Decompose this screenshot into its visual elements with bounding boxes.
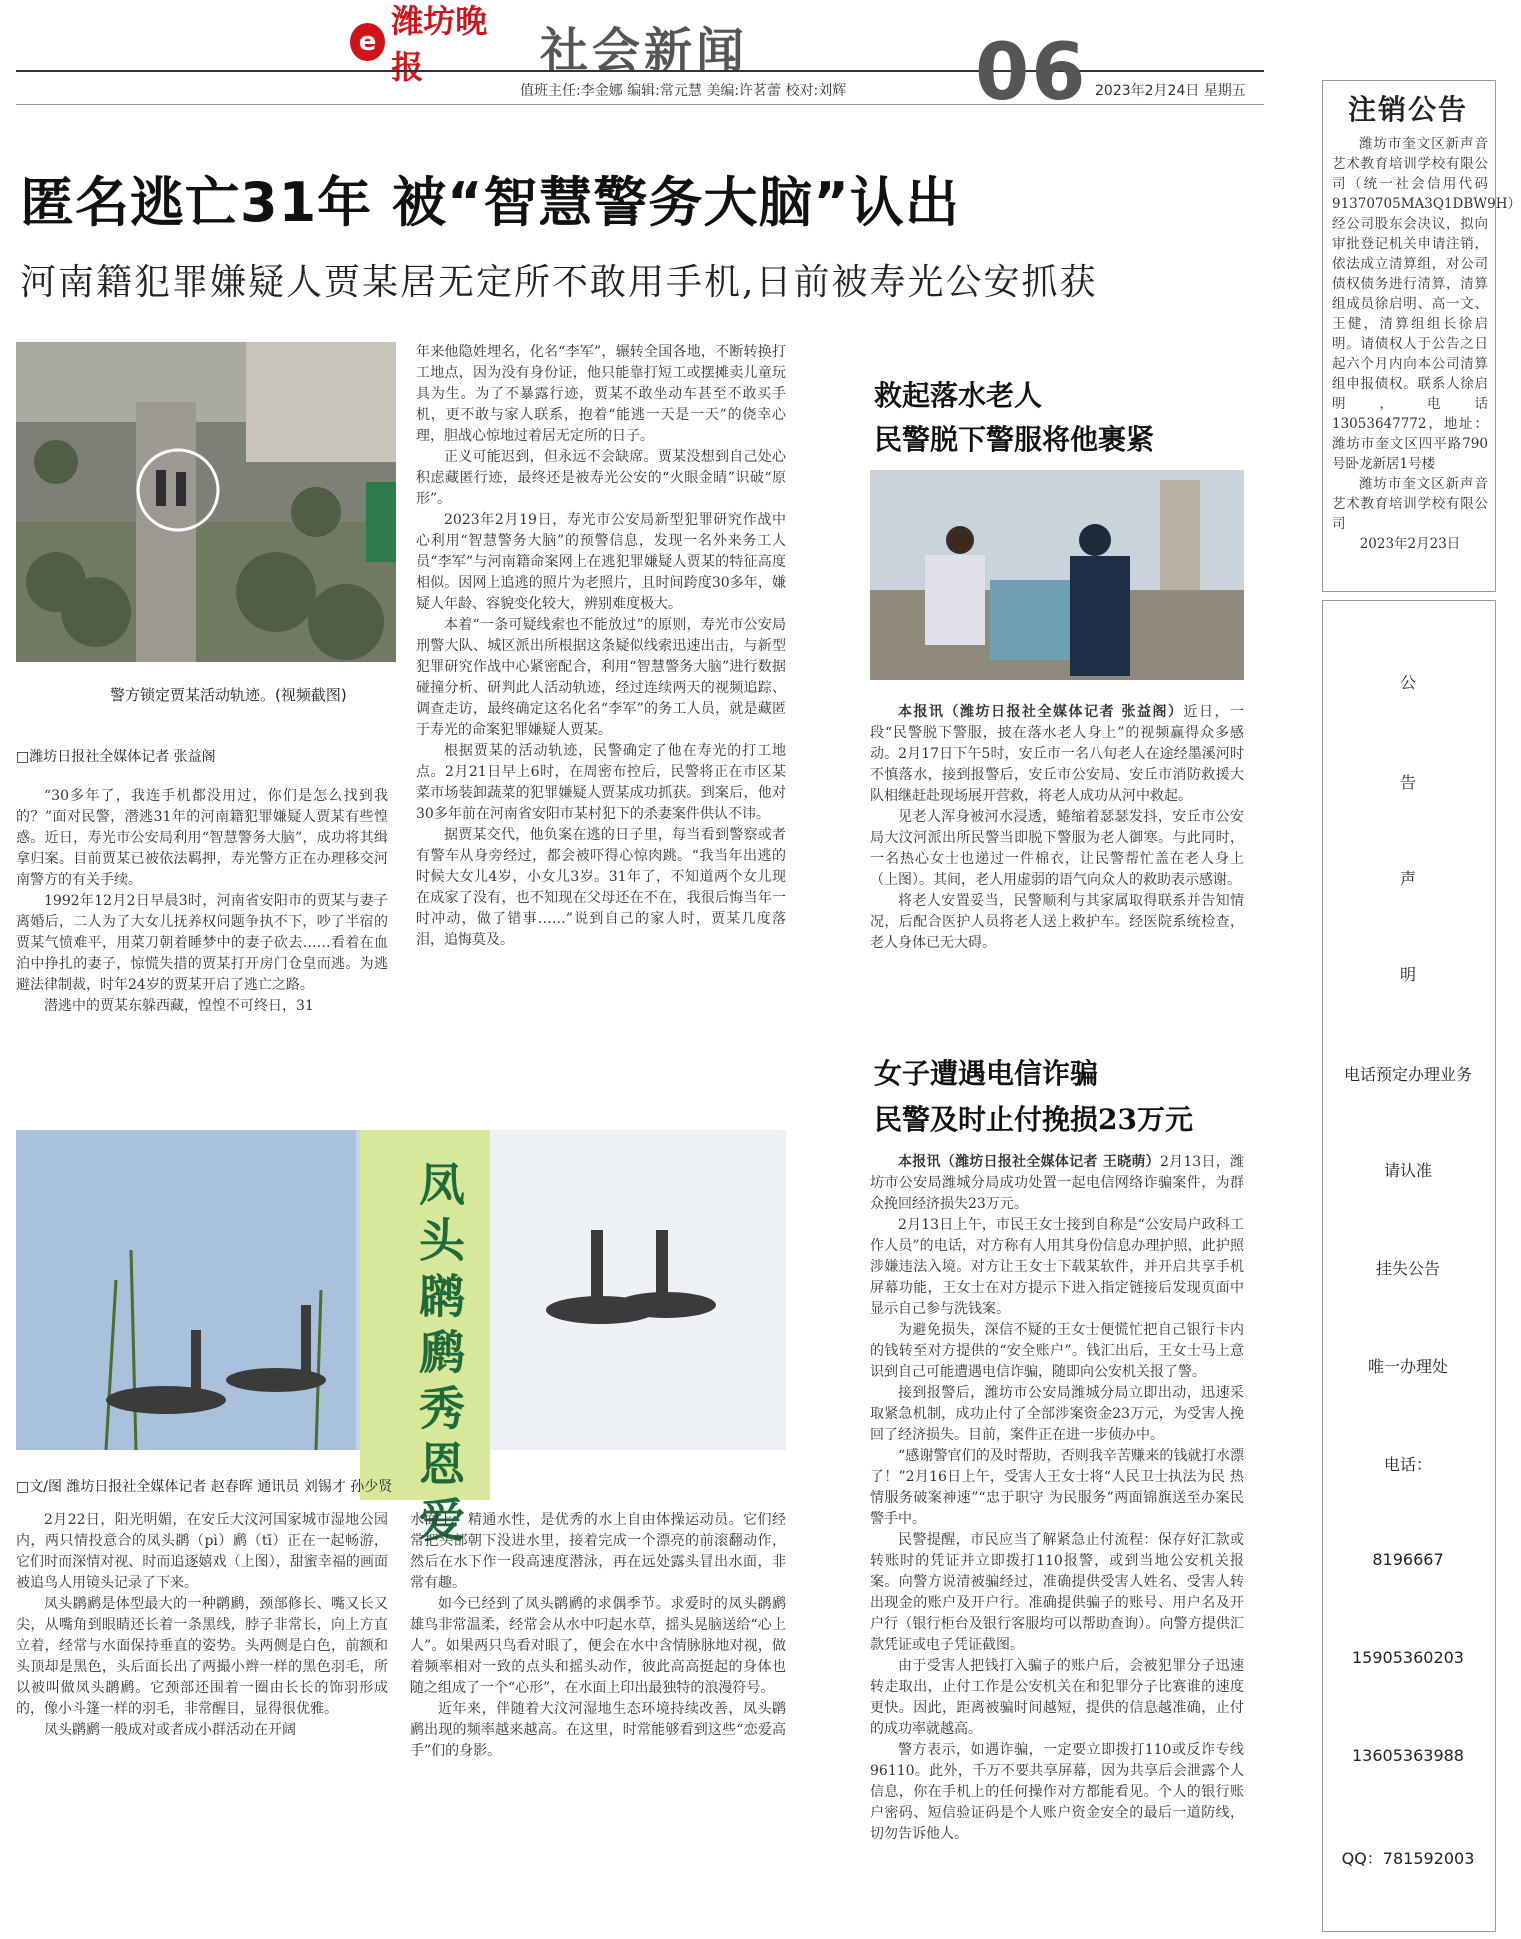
notice-date: 2023年2月23日 [1359,536,1461,552]
rescue-byline: 本报讯（潍坊日报社全媒体记者 张益阁） [898,704,1184,720]
rescue-article [870,702,1244,954]
paragraph: 近日，一段“民警脱下警服，披在落水老人身上”的视频赢得众多感动。2月17日下午5时，安丘市一名八旬老人在途经墨溪河时不慎落水，接到报警后，安丘市公安局、安丘市消防救援大队相继赶赴现场展开营救，将老人成功从河中救起。 [870,704,1245,804]
paragraph: 2023年2月19日，寿光市公安局新型犯罪研究作战中心利用“智慧警务大脑”的预警信息，发现一名外来务工人员“李军”与河南籍命案网上在逃犯罪嫌疑人贾某的特征高度相似。因网上追逃的照片为老照片，且时间跨度30多年，嫌疑人年龄、容貌变化较大，辨别难度极大。 [416,512,786,612]
section-title: 社会新闻 [540,23,749,79]
logo-mark-icon: e [350,23,385,61]
market-surveillance-photo [16,342,396,662]
page-number: 06 [975,28,1088,118]
notice-text: 潍坊市奎文区新声音艺术教育培训学校有限公司（统一社会信用代码91370705MA3Q1DBW9H）经公司股东会决议，拟向审批登记机关申请注销，依法成立清算组，对公司债权债务进行清算，清算组成员徐启明、高一文、王健，清算组组长徐启明。请债权人于公告之日起六个月内向本公司清算组申报债权。联系人徐启明，电话13053647772，地址：潍坊市奎文区四平路790号卧龙新居1号楼 [1332,136,1521,472]
ad-phone: 15905360203 [1352,1648,1464,1667]
ad-line: 声 [1399,869,1416,888]
lead-column-2 [416,342,786,951]
paragraph: 正义可能迟到，但永远不会缺席。贾某没想到自己处心积虑藏匿行迹，最终还是被寿光公安的“火眼金睛”识破“原形”。 [416,449,786,507]
paragraph: 2月13日，潍坊市公安局潍城分局成功处置一起电信网络诈骗案件，为群众挽回经济损失23万元。 [870,1154,1244,1212]
masthead-logo [350,2,510,86]
paragraph: 接到报警后，潍坊市公安局潍城分局立即出动，迅速采取紧急机制，成功止付了全部涉案资金23万元，为受害人挽回了经济损失。目前，案件正在进一步侦办中。 [870,1385,1244,1443]
paragraph: 警方表示，如遇诈骗，一定要立即拨打110或反诈专线96110。此外，千万不要共享屏幕，因为共享后会泄露个人信息，你在手机上的任何操作对方都能看见。个人的银行账户密码、短信验证码是个人账户资金安全的最后一道防线，切勿告诉他人。 [870,1742,1244,1842]
paragraph: 民警提醒，市民应当了解紧急止付流程：保存好汇款或转账时的凭证并立即拨打110报警，或到当地公安机关报案。向警方说清被骗经过，准确提供受害人姓名、受害人转出现金的账户及开户行。准确提供骗子的账号、用户名及开户行（银行柜台及银行客服均可以帮助查询）。向警方提供汇款凭证或电子凭证截图。 [870,1532,1244,1653]
ad-line: 公 [1399,673,1416,692]
ad-qq: QQ：781592003 [1341,1849,1475,1868]
lead-subhead: 河南籍犯罪嫌疑人贾某居无定所不敢用手机,日前被寿光公安抓获 [20,262,1098,303]
rescue-title-2: 民警脱下警服将他裹紧 [874,423,1155,456]
header-rule-bottom [16,104,1264,105]
lead-column-1 [16,786,388,1017]
paragraph: 凤头䴙䴘是体型最大的一种䴙䴘，颈部修长、嘴又长又尖，从嘴角到眼睛还长着一条黑线，脖子非常长，向上方直立着，经常与水面保持垂直的姿势。头两侧是白色，前额和头顶却是黑色，头后面长出了两撮小辫一样的黑色羽毛，所以被叫做凤头䴙䴘。它颈部还围着一圈由长长的饰羽形成的，像小斗篷一样的羽毛，非常醒目，显得很优雅。 [16,1596,388,1717]
notice-body [1332,134,1521,554]
paragraph: “感谢警官们的及时帮助，否则我辛苦赚来的钱就打水漂了！”2月16日上午，受害人王女士将“人民卫士执法为民 热情服务破案神速”“忠于职守 为民服务”两面锦旗送至办案民警手中。 [870,1448,1244,1527]
paragraph: 潜逃中的贾某东躲西藏，惶惶不可终日，31 [44,998,314,1014]
paragraph: 近年来，伴随着大汶河湿地生态环境持续改善，凤头䴙䴘出现的频率越来越高。在这里，时常能够看到这些“恋爱高手”们的身影。 [410,1701,786,1759]
lead-headline: 匿名逃亡31年 被“智慧警务大脑”认出 [20,171,960,234]
paragraph: 1992年12月2日早晨3时，河南省安阳市的贾某与妻子离婚后，二人为了大女儿抚养权问题争执不下，吵了半宿的贾某气愤难平，用菜刀朝着睡梦中的妻子砍去……看着在血泊中挣扎的妻子，惊慌失措的贾某打开房门仓皇而逃。为逃避法律制裁，时年24岁的贾某开启了逃亡之路。 [16,893,388,993]
ad-line: 明 [1399,965,1416,984]
grebe-column-1 [16,1510,388,1741]
paragraph: 本着“一条可疑线索也不能放过”的原则，寿光市公安局刑警大队、城区派出所根据这条疑似线索迅速出击，与新型犯罪研究作战中心紧密配合，利用“智慧警务大脑”进行数据碰撞分析、研判此人活动轨迹，经过连续两天的视频追踪、调查走访，最终确定这名化名“李军”的务工人员，就是藏匿于寿光的命案犯罪嫌疑人贾某。 [416,617,786,738]
paragraph: 将老人安置妥当，民警顺利与其家属取得联系并告知情况，后配合医护人员将老人送上救护车。经医院系统检查，老人身体已无大碍。 [870,893,1244,951]
ad-line: 告 [1399,773,1416,792]
paragraph: 凤头䴙䴘一般成对或者成小群活动在开阔 [44,1722,296,1738]
fraud-byline: 本报讯（潍坊日报社全媒体记者 王晓萌） [898,1154,1160,1170]
paragraph: 为避免损失，深信不疑的王女士便慌忙把自己银行卡内的钱转至对方提供的“安全账户”。钱汇出后，王女士马上意识到自己可能遭遇电信诈骗，随即向公安机关报了警。 [870,1322,1244,1380]
ad-line: 唯一办理处 [1367,1357,1448,1376]
paragraph: 见老人浑身被河水浸透，蜷缩着瑟瑟发抖，安丘市公安局大汶河派出所民警当即脱下警服为老人御寒。与此同时，一名热心女士也递过一件棉衣，让民警帮忙盖在老人身上（上图）。其间，老人用虚弱的语气向众人的救助表示感谢。 [870,809,1244,888]
paragraph: 2月22日，阳光明媚，在安丘大汶河国家城市湿地公园内，两只情投意合的凤头䴙（pì）䴘（tī）正在一起畅游，它们时而深情对视、时而追逐嬉戏（上图），甜蜜幸福的画面被追鸟人用镜头记录了下来。 [16,1512,388,1591]
paragraph: 根据贾某的活动轨迹，民警确定了他在寿光的打工地点。2月21日早上6时，在周密布控后，民警将正在市区某菜市场装卸蔬菜的犯罪嫌疑人贾某成功抓获。到案后，他对30多年前在河南省安阳市某村犯下的杀妻案件供认不讳。 [416,743,786,822]
paragraph: 据贾某交代，他负案在逃的日子里，每当看到警察或者有警车从身旁经过，都会被吓得心惊肉跳。“我当年出逃的时候大女儿4岁，小女儿3岁。31年了，不知道两个女儿现在成家了没有，也不知现在父母还在不在，我很后悔当年一时冲动，做了错事……”说到自己的家人时，贾某几度落泪，追悔莫及。 [416,827,786,948]
rescue-photo [870,470,1244,680]
paragraph: 由于受害人把钱打入骗子的账户后，会被犯罪分子迅速转走取出，止付工作是公安机关在和犯罪分子比赛谁的速度更快。因此，距离被骗时间越短，提供的信息越准确，止付的成功率就越高。 [870,1658,1244,1737]
paragraph: 年来他隐姓埋名，化名“李军”，辗转全国各地，不断转换打工地点，因为没有身份证，他只能靠打短工或摆摊卖儿童玩具为生。为了不暴露行迹，贾某不敢坐动车甚至不敢买手机，更不敢与家人联系，抱着“能逃一天是一天”的侥幸心理，胆战心惊地过着居无定所的日子。 [416,344,786,444]
market-photo-caption: 警方锁定贾某活动轨迹。(视频截图) [110,686,347,704]
issue-date: 2023年2月24日 星期五 [1095,83,1246,99]
grebe-byline: □文/图 潍坊日报社全媒体记者 赵春晖 通讯员 刘锡才 孙少贤 [16,1479,393,1495]
notice-signer: 潍坊市奎文区新声音艺术教育培训学校有限公司 [1332,476,1488,532]
ad-line: 电话： [1383,1455,1432,1474]
fraud-article [870,1152,1244,1845]
notice-title: 注销公告 [1347,93,1468,126]
paragraph: 如今已经到了凤头䴙䴘的求偶季节。求爱时的凤头䴙䴘雄鸟非常温柔，经常会从水中叼起水草，摇头晃脑送给“心上人”。如果两只鸟看对眼了，便会在水中含情脉脉地对视，做着频率相对一致的点头和摇头动作，彼此高高挺起的身体也随之组成了一个“心形”，在水面上印出最独特的浪漫符号。 [410,1596,786,1696]
grebe-column-2 [410,1510,786,1762]
paragraph: 水面上，精通水性，是优秀的水上自由体操运动员。它们经常把头部朝下没进水里，接着完成一个漂亮的前滚翻动作，然后在水下作一段高速度潜泳，再在远处露头冒出水面，非常有趣。 [410,1512,786,1591]
fraud-title-2: 民警及时止付挽损23万元 [874,1103,1193,1136]
rescue-title-1: 救起落水老人 [874,379,1043,412]
grebe-vertical-title: 凤头䴙䴘秀恩爱 [412,1160,466,1552]
editor-credits: 值班主任:李金娜 编辑:常元慧 美编:许茗蕾 校对:刘辉 [520,83,847,99]
ad-line: 请认准 [1383,1161,1432,1180]
paragraph: “30多年了，我连手机都没用过，你们是怎么找到我的？”面对民警，潜逃31年的河南籍犯罪嫌疑人贾某有些惶惑。近日，寿光市公安局利用“智慧警务大脑”，成功将其缉拿归案。目前贾某已被依法羁押，寿光警方正在办理移交河南警方的有关手续。 [16,788,388,888]
ad-line: 电话预定办理业务 [1343,1065,1472,1084]
logo-text: 潍坊晚报 [391,2,488,86]
ad-phone: 13605363988 [1352,1746,1464,1765]
ad-line: 挂失公告 [1375,1259,1440,1278]
lead-byline: □潍坊日报社全媒体记者 张益阁 [16,749,216,765]
fraud-title-1: 女子遭遇电信诈骗 [874,1057,1099,1090]
paragraph: 2月13日上午，市民王女士接到自称是“公安局户政科工作人员”的电话，对方称有人用其身份信息办理护照，此护照涉嫌违法入境。对方让王女士下载某软件，并开启共享手机屏幕功能，王女士在对方提示下进入指定链接后发现页面中显示自己参与洗钱案。 [870,1217,1244,1317]
ad-phone: 8196667 [1372,1550,1444,1569]
